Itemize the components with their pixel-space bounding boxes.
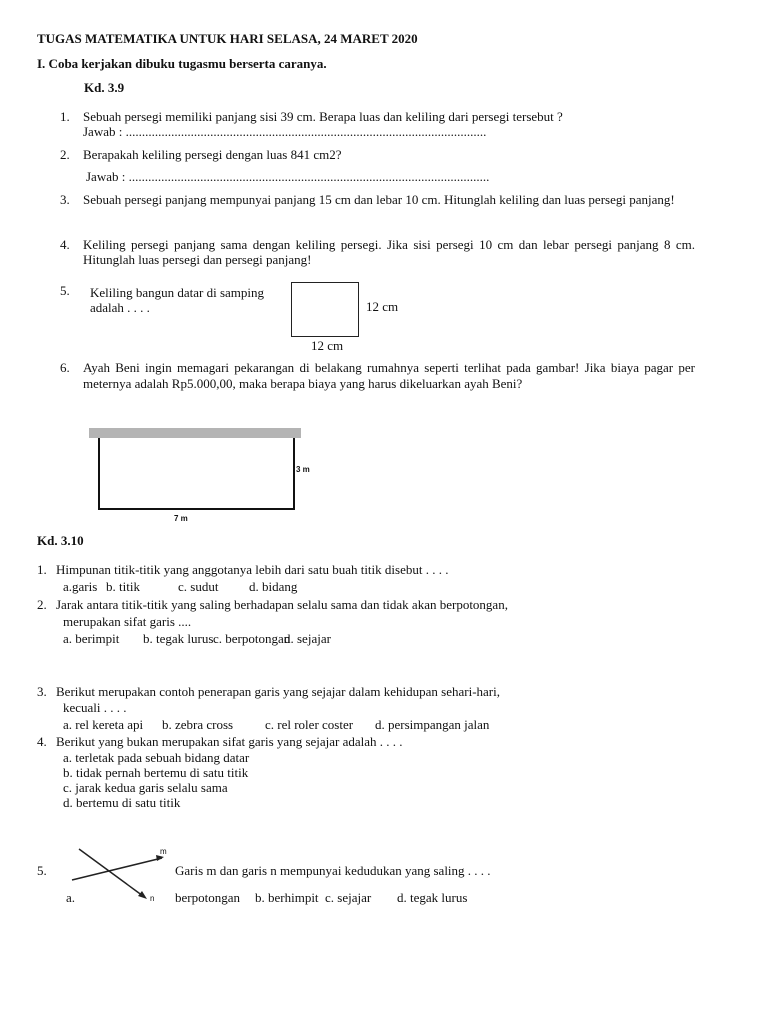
q-number: 1. [60,109,70,124]
question-text: Keliling persegi panjang sama dengan keliling persegi. Jika sisi persegi 10 cm dan lebar persegi panjang 8 cm. Hitunglah luas persegi dan persegi panjang! [83,237,695,267]
option: d. sejajar [284,631,331,646]
q-number: 3. [37,684,47,699]
option: d. persimpangan jalan [375,717,490,732]
question-text: Keliling bangun datar di samping [90,285,265,300]
option: a.garis [63,579,98,594]
answer-line: Jawab : ............................................................................................................... [86,169,490,184]
option: a. terletak pada sebuah bidang datar [63,750,250,765]
answer-line: Jawab : ............................................................................................................... [83,124,487,139]
arrow-n-icon [138,891,147,899]
question-text: Ayah Beni ingin memagari pekarangan di belakang rumahnya seperti terlihat pada gambar! Jika biaya pagar per meternya adalah Rp5.000,00, maka berapa biaya yang harus dikeluarkan ayah Beni? [83,360,695,391]
option: d. tegak lurus [397,890,468,905]
option: a. rel kereta api [63,717,144,732]
option: berpotongan [175,890,240,905]
option: b. tegak lurus [143,631,214,646]
q-number: 5. [60,283,70,298]
q-number: 4. [60,237,70,252]
q-number: 3. [60,192,70,207]
instruction: I. Coba kerjakan dibuku tugasmu berserta caranya. [37,56,327,71]
line-n [79,849,143,896]
option: b. zebra cross [162,717,234,732]
q-number: 4. [37,734,47,749]
option: a. [66,890,76,905]
option: c. sudut [178,579,219,594]
option: a. berimpit [63,631,120,646]
question-text: Berikut merupakan contoh penerapan garis yang sejajar dalam kehidupan sehari-hari, [56,684,500,699]
width-label: 7 m [174,514,188,523]
page-title: TUGAS MATEMATIKA UNTUK HARI SELASA, 24 MARET 2020 [37,31,418,46]
q-number: 2. [60,147,70,162]
question-text: Jarak antara titik-titik yang saling berhadapan selalu sama dan tidak akan berpotongan, [56,597,508,612]
option: d. bertemu di satu titik [63,795,181,810]
q-number: 6. [60,360,70,375]
option: c. sejajar [325,890,372,905]
question-text: Sebuah persegi panjang mempunyai panjang 15 cm dan lebar 10 cm. Hitunglah keliling dan luas persegi panjang! [83,192,675,207]
question-text: kecuali . . . . [63,700,127,715]
option: b. titik [106,579,140,594]
q-number: 2. [37,597,47,612]
question-text: Sebuah persegi memiliki panjang sisi 39 cm. Berapa luas dan keliling dari persegi tersebut ? [83,109,563,124]
bottom-label: 12 cm [311,338,344,353]
section-heading-kd39: Kd. 3.9 [84,80,125,95]
side-label: 12 cm [366,299,399,314]
question-text: Garis m dan garis n mempunyai kedudukan yang saling . . . . [175,863,491,878]
option: c. jarak kedua garis selalu sama [63,780,228,795]
question-text: adalah . . . . [90,300,150,315]
option: d. bidang [249,579,298,594]
height-label: 3 m [296,465,310,474]
q-number: 1. [37,562,47,577]
option: b. tidak pernah bertemu di satu titik [63,765,249,780]
option: c. berpotongan [213,631,291,646]
label-n: n [150,894,155,903]
question-text: Berapakah keliling persegi dengan luas 841 cm2? [83,147,342,162]
question-text: Berikut yang bukan merupakan sifat garis yang sejajar adalah . . . . [56,734,403,749]
question-text: Himpunan titik-titik yang anggotanya lebih dari satu buah titik disebut . . . . [56,562,449,577]
option: b. berhimpit [255,890,319,905]
option: c. rel roler coster [265,717,354,732]
section-heading-kd310: Kd. 3.10 [37,533,84,548]
question-text: merupakan sifat garis .... [63,614,192,629]
label-m: m [160,847,167,856]
q-number: 5. [37,863,47,878]
